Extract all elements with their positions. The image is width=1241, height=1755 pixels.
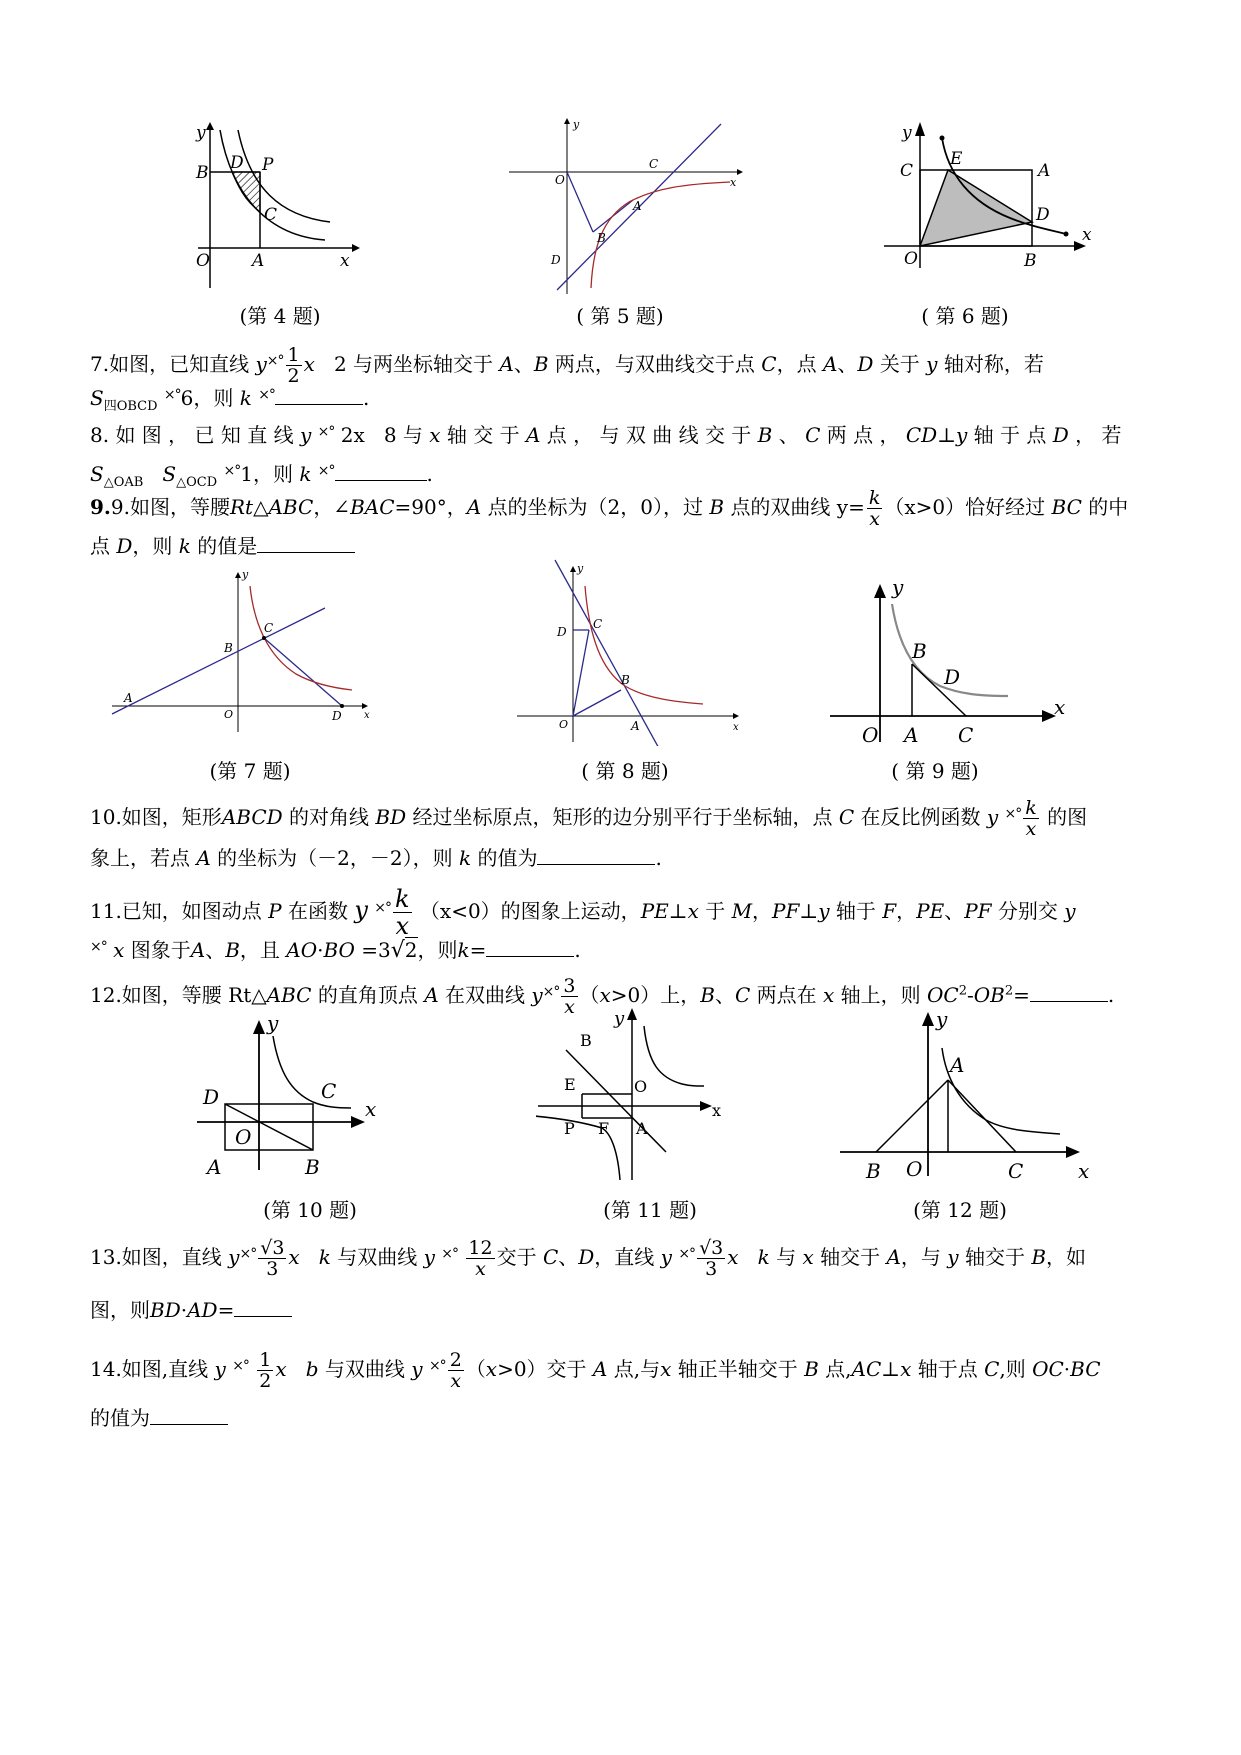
figure-4 — [190, 118, 380, 298]
point-label: O — [555, 173, 565, 187]
point-label: y — [892, 576, 904, 599]
point-label: C — [1008, 1159, 1024, 1183]
point-label: y — [267, 1012, 279, 1035]
answer-blank-14[interactable] — [150, 1402, 228, 1425]
point-label: B — [1024, 251, 1037, 271]
question-7-line-2: $S_{四OBCD}$ ×°6，则 k ×° . — [90, 382, 1152, 422]
point-label: x — [1078, 1159, 1090, 1183]
point-label: B — [866, 1159, 881, 1183]
label-A: A — [252, 251, 265, 271]
answer-blank-10[interactable] — [537, 842, 655, 865]
point-label: O — [235, 1125, 252, 1149]
point-label: x — [730, 176, 737, 189]
caption-5: ( 第 5 题) — [576, 304, 664, 328]
line-OC — [573, 630, 589, 716]
point-label: A — [207, 1155, 222, 1179]
answer-blank-9[interactable] — [257, 530, 355, 553]
point-label: x — [1054, 695, 1066, 719]
question-11-line-2: ×° x 图象于A、B，且 AO·BO =3√2，则k= . — [90, 934, 1152, 968]
point-label: A — [950, 1053, 965, 1077]
point-label: y — [242, 568, 249, 581]
caption-4: (第 4 题) — [239, 304, 321, 328]
point-label: O — [224, 708, 234, 721]
question-9-line-2: 点 D，则 k 的值是 — [90, 530, 1152, 561]
point-label: D — [203, 1085, 220, 1109]
question-11-line-1: 11.已知，如图动点 P 在函数 y ×° $\frac{k}{x}$ （x<0）的图象上运动，PE⊥x 于 M，PF⊥y 轴于 F，PE、PF 分别交 y — [90, 885, 1076, 940]
point-label: A — [631, 719, 640, 733]
point-label: x — [365, 1097, 377, 1121]
figure-5 — [505, 118, 765, 298]
figure-9 — [820, 576, 1080, 746]
point-label: y — [902, 123, 912, 143]
hyperbola-right — [644, 1026, 704, 1086]
question-7-line-1: 7.如图，已知直线 y×° $\frac{1}{2}$ x 2 与两坐标轴交于 A、B 两点，与双曲线交于点 C，点 A、D 关于 y 轴对称，若 — [90, 344, 1044, 387]
point-label: D — [551, 253, 561, 267]
question-8-line-2: $S_{\triangle OAB}$ $S_{\triangle OCD}$ ×°1，则 k ×° . — [90, 458, 1152, 498]
question-12-line-1: 12.如图，等腰 Rt△ABC 的直角顶点 A 在双曲线 y×° $\frac{3}{x}$ （x>0）上，B、C 两点在 x 轴上，则 $OC^2-OB^2=$ . — [90, 975, 1115, 1018]
hyperbola — [585, 586, 703, 704]
answer-blank-13[interactable] — [234, 1294, 292, 1317]
point-label: x — [1082, 225, 1092, 245]
point-label: E — [564, 1075, 576, 1094]
line-long — [555, 560, 661, 746]
point-label: A — [904, 723, 919, 746]
point-label: D — [944, 665, 961, 689]
label-C: C — [264, 205, 278, 225]
question-13-line-1: 13.如图，直线 y×° $\frac{√3}{3}$ x k 与双曲线 y ×° $\frac{12}{x}$ 交于 C、D，直线 y ×° $\frac{√3}{3}$ x k 与 x 轴交于 A，与 y 轴交于 B，如 — [90, 1237, 1087, 1280]
label-D: D — [230, 153, 244, 173]
triangle-OED — [920, 170, 1032, 246]
caption-7: (第 7 题) — [209, 759, 291, 783]
segment-AC — [948, 1080, 1016, 1152]
point-label: B — [912, 639, 927, 663]
point-label: O — [904, 249, 918, 269]
question-8-line-1: 8. 如 图 ， 已 知 直 线 y ×° 2x 8 与 x 轴 交 于 A 点 ， 与 双 曲 线 交 于 B 、 C 两 点 ， CD⊥y 轴 于 点 D ， 若 — [90, 423, 1122, 447]
question-10-line-1: 10.如图，矩形ABCD 的对角线 BD 经过坐标原点，矩形的边分别平行于坐标轴，点 C 在反比例函数 y ×° $\frac{k}{x}$ 的图 — [90, 797, 1088, 840]
answer-blank-8[interactable] — [335, 458, 427, 481]
diagonal-line — [566, 1050, 666, 1152]
point-label: A — [124, 691, 133, 705]
point-label: C — [900, 161, 914, 181]
point-label: y — [577, 562, 584, 575]
point-label: D — [332, 709, 342, 723]
point-label: C — [958, 723, 974, 746]
label-x: x — [340, 251, 350, 271]
hyperbola — [273, 1036, 351, 1108]
label-y: y — [196, 123, 206, 143]
point-label: y — [614, 1008, 625, 1029]
line-OB — [573, 690, 621, 716]
figure-12 — [830, 1008, 1100, 1188]
line-OB — [567, 172, 593, 232]
question-14-line-1: 14.如图,直线 y ×° $\frac{1}{2}$ x b 与双曲线 y ×° $\frac{2}{x}$ （x>0）交于 A 点,与x 轴正半轴交于 B 点,AC⊥x 轴于点 C,则 OC·BC — [90, 1349, 1101, 1392]
caption-11: (第 11 题) — [603, 1198, 697, 1222]
point-label: x — [364, 710, 370, 721]
point-label: C — [649, 157, 659, 171]
point-label: A — [633, 199, 642, 213]
point-label: A — [1038, 161, 1051, 181]
point-label: D — [1036, 205, 1050, 225]
point-label: D — [557, 625, 567, 639]
point-label: C — [593, 617, 603, 631]
point-label: O — [559, 718, 569, 731]
caption-10: (第 10 题) — [263, 1198, 357, 1222]
point-label: B — [580, 1031, 592, 1050]
caption-6: ( 第 6 题) — [921, 304, 1009, 328]
point-label: x — [733, 722, 739, 733]
caption-8: ( 第 8 题) — [581, 759, 669, 783]
question-13-line-2: 图，则BD·AD= — [90, 1294, 1152, 1325]
point-label: y — [573, 118, 580, 131]
point-label: B — [224, 641, 233, 655]
label-O: O — [196, 251, 210, 271]
point-label: F — [598, 1119, 610, 1138]
line-CD — [264, 638, 342, 706]
point-label: P — [564, 1119, 575, 1138]
line-AB — [112, 608, 325, 714]
figure-11 — [536, 1004, 736, 1184]
point-label: C — [321, 1079, 337, 1103]
caption-12: (第 12 题) — [913, 1198, 1007, 1222]
segment-BA — [876, 1080, 948, 1152]
caption-9: ( 第 9 题) — [891, 759, 979, 783]
label-P: P — [262, 155, 274, 175]
point-label: E — [950, 149, 963, 169]
question-14-line-2: 的值为 — [90, 1402, 1152, 1433]
point-label: O — [906, 1157, 923, 1181]
point-label: y — [936, 1008, 948, 1031]
figure-6 — [880, 118, 1100, 298]
point-label: O — [634, 1077, 648, 1096]
question-9-line-1: 9.9.如图，等腰Rt△ABC，∠BAC=90°，A 点的坐标为（2，0），过 B 点的双曲线 y= $\frac{k}{x}$ （x>0）恰好经过 BC 的中 — [90, 487, 1129, 530]
answer-blank-7[interactable] — [275, 382, 363, 405]
point-label: B — [621, 673, 630, 687]
answer-blank-11[interactable] — [486, 934, 574, 957]
point-label: O — [862, 723, 879, 746]
point-label: x — [712, 1101, 722, 1120]
figure-7 — [110, 566, 390, 736]
point-label: A — [636, 1119, 648, 1138]
figure-8 — [515, 556, 755, 746]
answer-blank-12[interactable] — [1030, 979, 1108, 1002]
point-label: B — [597, 231, 606, 245]
label-B: B — [196, 163, 209, 183]
figure-10 — [195, 1012, 395, 1182]
question-10-line-2: 象上，若点 A 的坐标为（－2，－2），则 k 的值为 . — [90, 842, 1152, 873]
point-label: C — [264, 621, 274, 635]
point-label: B — [305, 1155, 320, 1179]
